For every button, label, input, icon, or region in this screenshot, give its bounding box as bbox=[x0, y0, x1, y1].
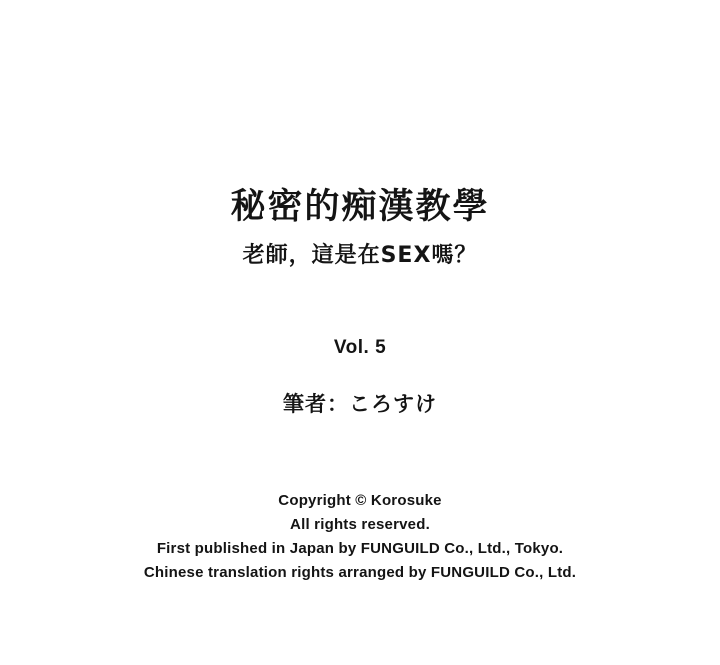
copyright-line: Chinese translation rights arranged by FUNGUILD Co., Ltd. bbox=[143, 564, 577, 581]
title-block bbox=[0, 186, 720, 271]
volume-label: Vol. 5 bbox=[333, 337, 387, 358]
copyright-line: Copyright © Korosuke bbox=[278, 492, 442, 509]
page-title: 秘密的痴漢教學 bbox=[230, 187, 490, 227]
author-label: 筆者：ころすけ bbox=[283, 392, 437, 416]
copyright-block bbox=[0, 489, 720, 585]
copyright-line: All rights reserved. bbox=[290, 516, 430, 533]
copyright-line: First published in Japan by FUNGUILD Co., Ltd., Tokyo. bbox=[156, 540, 564, 557]
page-subtitle: 老師，這是在SEX嗎？ bbox=[242, 243, 478, 268]
